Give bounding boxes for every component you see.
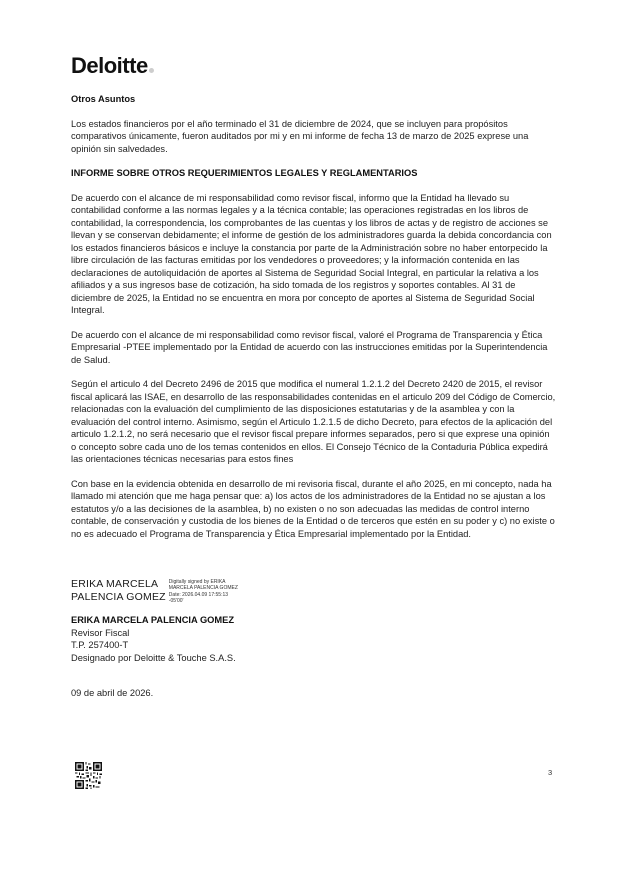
- section-title-informe-legales: INFORME SOBRE OTROS REQUERIMIENTOS LEGALES Y REGLAMENTARIOS: [71, 168, 418, 178]
- signature-name: [71, 578, 166, 604]
- paragraph: Con base en la evidencia obtenida en desarrollo de mi revisoria fiscal, durante el año 2025, en mi concepto, nada ha llamado mi atención que me haga pensar que: a) los actos de los administradores de la Entidad no se ajustan a los estatutos y/o a las decisiones de la asamblea, b) no existen o no son adecuadas las medidas de control interno contable, de conservación y custodia de los bienes de la Entidad o de terceros que estén en su poder y c) no existe o no es adecuado el Programa de Transparencia y Ética Empresarial implementado por la Entidad.: [71, 478, 555, 539]
- logo-text: Deloitte: [71, 53, 148, 78]
- digital-line-2: MARCELA PALENCIA GOMEZ: [168, 585, 238, 592]
- signature-line-2: PALENCIA GOMEZ: [71, 591, 166, 603]
- report-date: 09 de abril de 2026.: [71, 688, 154, 698]
- report-body: [71, 93, 557, 552]
- signer-name: ERIKA MARCELA PALENCIA GOMEZ: [71, 615, 235, 625]
- signer-license: T.P. 257400-T: [71, 640, 129, 650]
- digital-line-4: -05'00': [168, 597, 184, 604]
- deloitte-logo: [71, 53, 154, 79]
- paragraph: Según el articulo 4 del Decreto 2496 de 2015 que modifica el numeral 1.2.1.2 del Decreto 2420 de 2015, el revisor fiscal aplicará las ISAE, en desarrollo de las responsabilidades contenidas en el articulo 209 del Código de Comercio, relacionadas con la evaluación del cumplimiento de las disposiciones estatutarias y de la asamblea y con la evaluación del control interno. Asimismo, según el Articulo 1.2.1.5 de dicho Decreto, para efectos de la aplicación del articulo 1.2.1.2, no será necesario que el revisor fiscal prepare informes separados, pero si que exprese una opinión o concepto sobre cada uno de los temas contenidos en ellos. El Consejo Técnico de la Contaduria Pública expedirá las orientaciones técnicas necesarias para estos fines: [71, 379, 556, 464]
- digital-line-1: Digitally signed by ERIKA: [168, 579, 226, 585]
- paragraph: De acuerdo con el alcance de mi responsabilidad como revisor fiscal, informo que la Entidad ha llevado su contabilidad conforme a las normas legales y a la técnica contable; las operaciones registradas en los libros de contabilidad, la correspondencia, los comprobantes de las cuentas y los libros de actas y de registro de acciones se llevan y se conservan debidamente; el informe de gestión de los administradores guarda la debida concordancia con los estados financieros básicos e incluye la constancia por parte de la Administración sobre no haber entorpecido la libre circulación de las facturas emitidas por los vendedores o proveedores; y la información contenida en las declaraciones de autoliquidación de aportes al Sistema de Seguridad Social Integral, en particular la relativa a los afiliados y a sus ingresos base de cotización, ha sido tomada de los registros y soportes contables. Al 31 de diciembre de 2025, la Entidad no se encuentra en mora por concepto de aportes al Sistema de Seguridad Social Integral.: [71, 192, 552, 315]
- page-number: 3: [548, 768, 553, 777]
- paragraph: Los estados financieros por el año terminado el 31 de diciembre de 2024, que se incluyen para propósitos comparativos únicamente, fueron auditados por mi y en mi informe de fecha 13 de marzo de 2025 exprese una opinión sin salvedades.: [71, 118, 529, 154]
- digital-signature[interactable]: [71, 578, 371, 604]
- signer-role: Revisor Fiscal: [71, 627, 130, 638]
- section-title-otros-asuntos: Otros Asuntos: [71, 94, 136, 104]
- paragraph: De acuerdo con el alcance de mi responsabilidad como revisor fiscal, valoré el Programa de Transparencia y Ética Empresarial -PTEE implementado por la Entidad de acuerdo con las instrucciones emitidas por la Superintendencia de Salud.: [71, 329, 548, 365]
- digital-signature-details: [169, 579, 238, 604]
- digital-line-3: Date: 2026.04.09 17:55:13: [168, 591, 229, 598]
- qr-code-icon: [75, 762, 102, 789]
- signer-info: [71, 614, 236, 664]
- signature-line-1: ERIKA MARCELA: [71, 578, 159, 590]
- logo-dot-icon: [149, 68, 154, 73]
- signer-designation: Designado por Deloitte & Touche S.A.S.: [71, 652, 236, 663]
